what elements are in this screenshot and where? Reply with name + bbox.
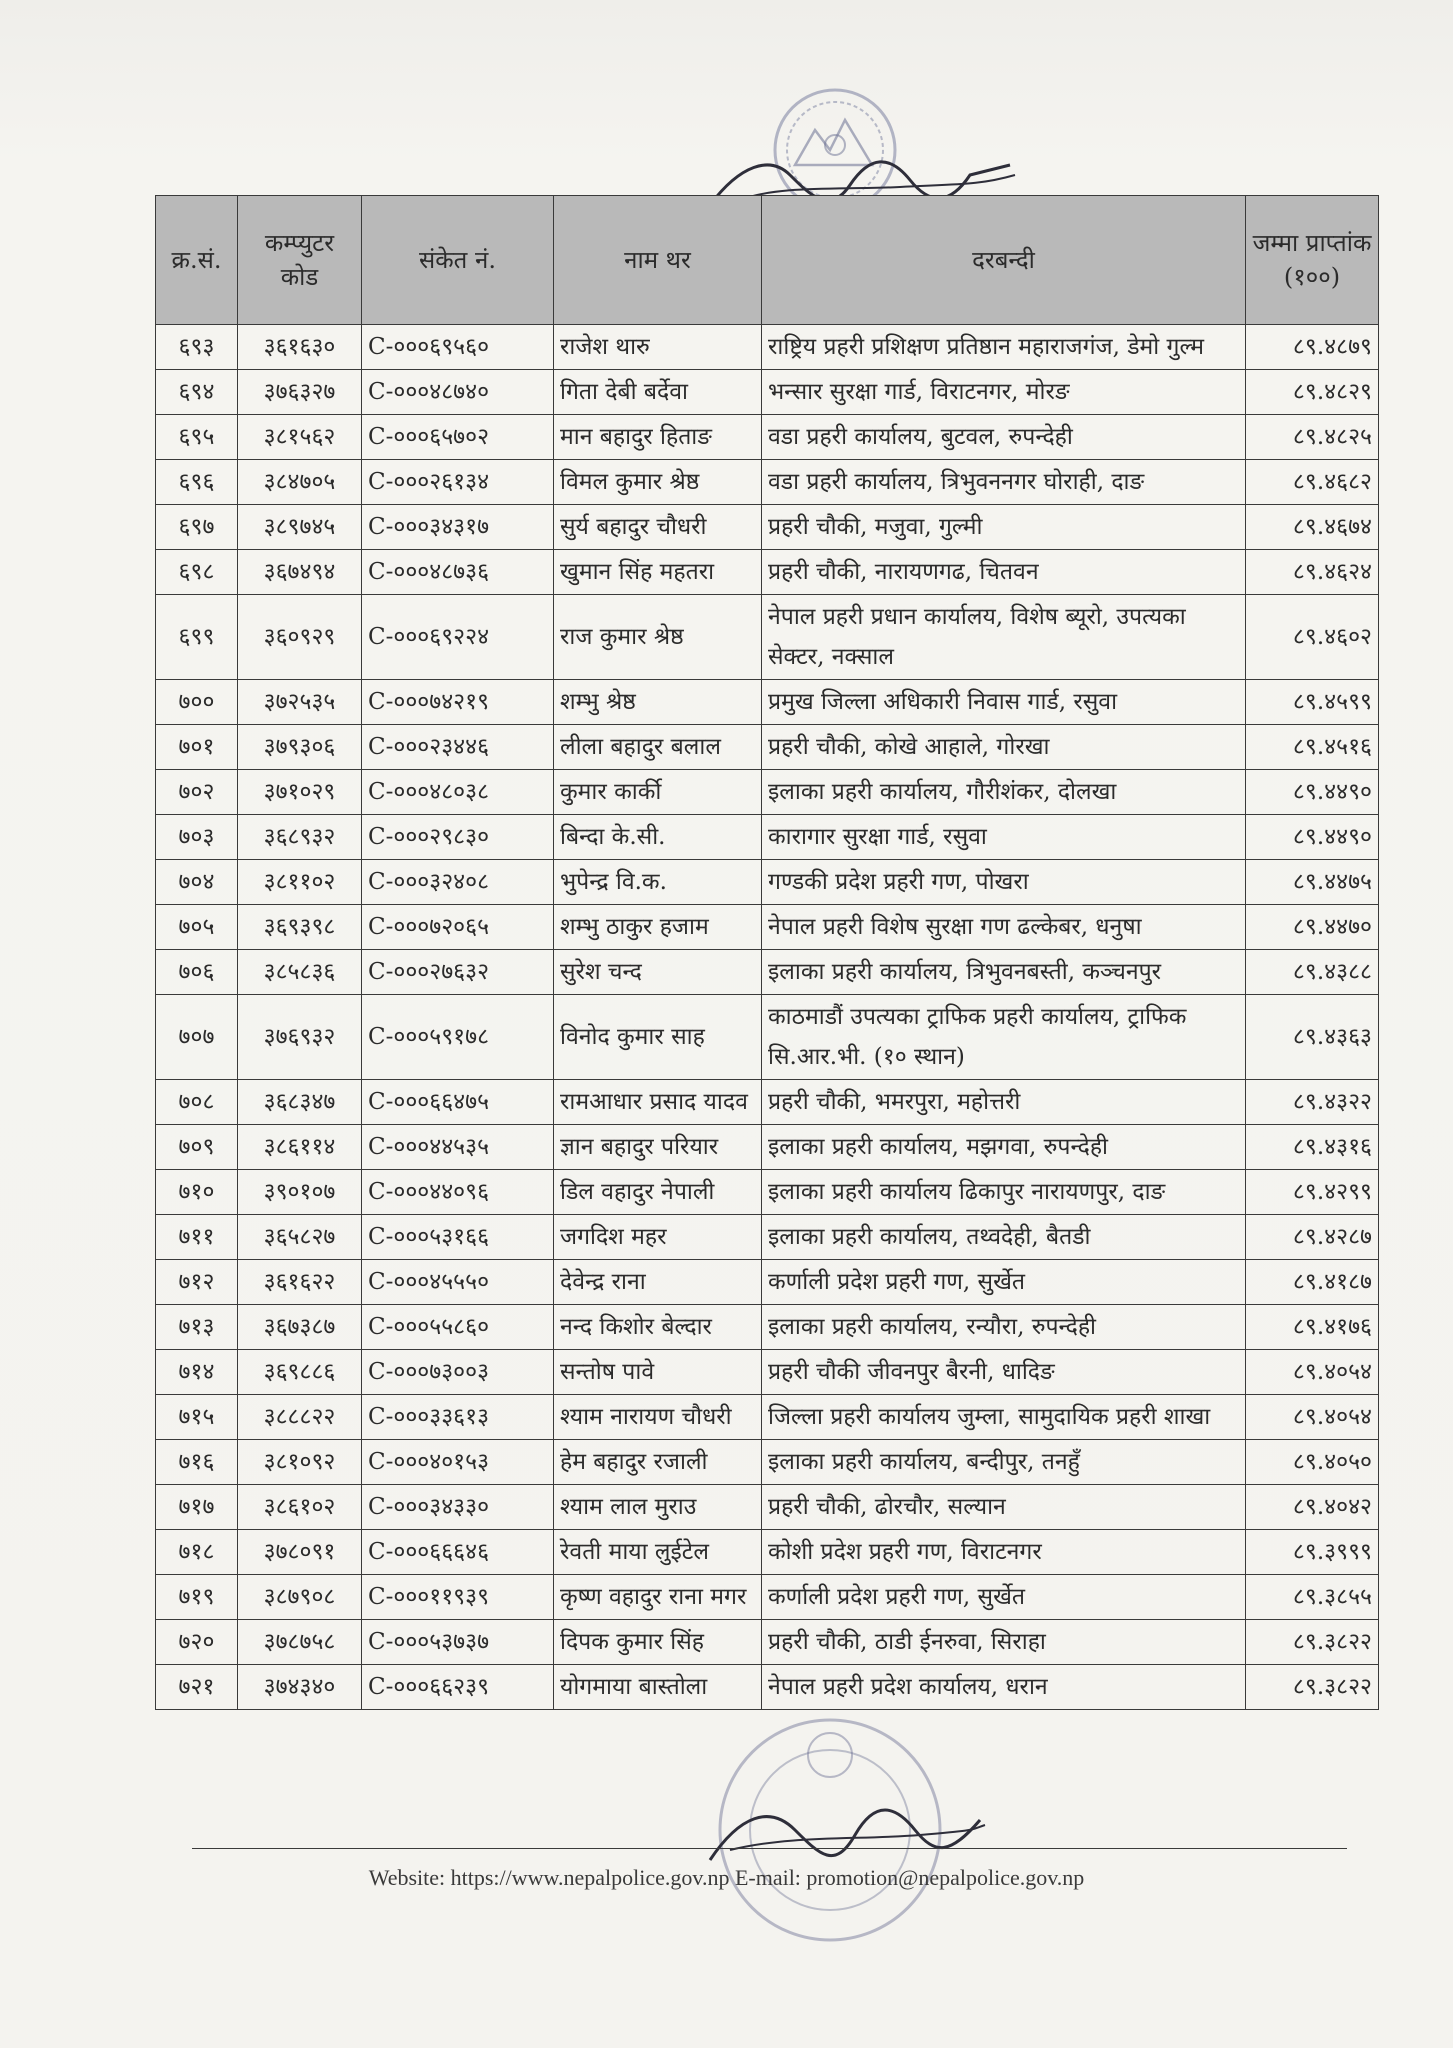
cell-post: कारागार सुरक्षा गार्ड, रसुवा — [762, 815, 1246, 860]
cell-name: सुरेश चन्द — [554, 950, 762, 995]
cell-sn: ७०३ — [156, 815, 238, 860]
cell-computer-code: ३८९७४५ — [238, 505, 362, 550]
cell-name: दिपक कुमार सिंह — [554, 1620, 762, 1665]
cell-symbol-no: C-०००११९३९ — [362, 1575, 554, 1620]
cell-computer-code: ३६७४९४ — [238, 550, 362, 595]
cell-symbol-no: C-०००२९८३० — [362, 815, 554, 860]
cell-computer-code: ३७६३२७ — [238, 370, 362, 415]
table-row — [156, 370, 1379, 415]
cell-name: श्याम लाल मुराउ — [554, 1485, 762, 1530]
cell-name: विनोद कुमार साह — [554, 995, 762, 1080]
cell-post: प्रहरी चौकी, मजुवा, गुल्मी — [762, 505, 1246, 550]
cell-post: नेपाल प्रहरी प्रधान कार्यालय, विशेष ब्यूरो, उपत्यका सेक्टर, नक्साल — [762, 595, 1246, 680]
cell-sn: ७१४ — [156, 1350, 238, 1395]
cell-total-marks: ८९.३८२२ — [1246, 1620, 1379, 1665]
cell-name: लीला बहादुर बलाल — [554, 725, 762, 770]
cell-name: शम्भु श्रेष्ठ — [554, 680, 762, 725]
table-row — [156, 595, 1379, 680]
cell-symbol-no: C-०००६६६४६ — [362, 1530, 554, 1575]
cell-name: योगमाया बास्तोला — [554, 1665, 762, 1710]
cell-name: जगदिश महर — [554, 1215, 762, 1260]
cell-symbol-no: C-०००३२४०८ — [362, 860, 554, 905]
cell-computer-code: ३६८९३२ — [238, 815, 362, 860]
table-row — [156, 1485, 1379, 1530]
cell-total-marks: ८९.३९९९ — [1246, 1530, 1379, 1575]
cell-post: प्रहरी चौकी, नारायणगढ, चितवन — [762, 550, 1246, 595]
cell-symbol-no: C-०००४८०३८ — [362, 770, 554, 815]
table-row — [156, 770, 1379, 815]
cell-name: सुर्य बहादुर चौधरी — [554, 505, 762, 550]
cell-name: बिन्दा के.सी. — [554, 815, 762, 860]
cell-total-marks: ८९.३८२२ — [1246, 1665, 1379, 1710]
cell-sn: ७२१ — [156, 1665, 238, 1710]
cell-symbol-no: C-०००४८७३६ — [362, 550, 554, 595]
cell-symbol-no: C-०००२६१३४ — [362, 460, 554, 505]
header-sn: क्र.सं. — [156, 196, 238, 325]
cell-name: विमल कुमार श्रेष्ठ — [554, 460, 762, 505]
cell-symbol-no: C-०००७४२१९ — [362, 680, 554, 725]
cell-name: मान बहादुर हिताङ — [554, 415, 762, 460]
cell-symbol-no: C-०००४८७४० — [362, 370, 554, 415]
cell-computer-code: ३८१५६२ — [238, 415, 362, 460]
table-row — [156, 1620, 1379, 1665]
cell-computer-code: ३७६९३२ — [238, 995, 362, 1080]
cell-total-marks: ८९.४४७० — [1246, 905, 1379, 950]
cell-sn: ६९६ — [156, 460, 238, 505]
cell-post: नेपाल प्रहरी प्रदेश कार्यालय, धरान — [762, 1665, 1246, 1710]
cell-post: प्रमुख जिल्ला अधिकारी निवास गार्ड, रसुवा — [762, 680, 1246, 725]
header-name: नाम थर — [554, 196, 762, 325]
cell-sn: ७१८ — [156, 1530, 238, 1575]
cell-post: इलाका प्रहरी कार्यालय ढिकापुर नारायणपुर, दाङ — [762, 1170, 1246, 1215]
cell-total-marks: ८९.४३१६ — [1246, 1125, 1379, 1170]
cell-symbol-no: C-०००६९२२४ — [362, 595, 554, 680]
table-row — [156, 1260, 1379, 1305]
table-row — [156, 1080, 1379, 1125]
cell-sn: ७०० — [156, 680, 238, 725]
cell-post: वडा प्रहरी कार्यालय, बुटवल, रुपन्देही — [762, 415, 1246, 460]
cell-total-marks: ८९.४४९० — [1246, 770, 1379, 815]
table-row — [156, 1215, 1379, 1260]
table-row — [156, 1350, 1379, 1395]
table-row — [156, 325, 1379, 370]
cell-post: राष्ट्रिय प्रहरी प्रशिक्षण प्रतिष्ठान महाराजगंज, डेमो गुल्म — [762, 325, 1246, 370]
cell-total-marks: ८९.४४९० — [1246, 815, 1379, 860]
cell-total-marks: ८९.४५१६ — [1246, 725, 1379, 770]
cell-computer-code: ३७८७५८ — [238, 1620, 362, 1665]
cell-computer-code: ३८६१०२ — [238, 1485, 362, 1530]
cell-computer-code: ३७१०२९ — [238, 770, 362, 815]
cell-sn: ७०१ — [156, 725, 238, 770]
cell-symbol-no: C-०००७२०६५ — [362, 905, 554, 950]
cell-computer-code: ३७८०९१ — [238, 1530, 362, 1575]
table-row — [156, 460, 1379, 505]
table-header-row — [156, 196, 1379, 325]
cell-sn: ७०४ — [156, 860, 238, 905]
cell-post: इलाका प्रहरी कार्यालय, तथ्वदेही, बैतडी — [762, 1215, 1246, 1260]
cell-sn: ७१६ — [156, 1440, 238, 1485]
cell-computer-code: ३८११०२ — [238, 860, 362, 905]
cell-symbol-no: C-०००६९५६० — [362, 325, 554, 370]
cell-total-marks: ८९.४३२२ — [1246, 1080, 1379, 1125]
cell-symbol-no: C-०००४४५३५ — [362, 1125, 554, 1170]
cell-sn: ७०८ — [156, 1080, 238, 1125]
cell-computer-code: ३८५८३६ — [238, 950, 362, 995]
cell-symbol-no: C-०००६६४७५ — [362, 1080, 554, 1125]
cell-total-marks: ८९.४०५४ — [1246, 1395, 1379, 1440]
cell-sn: ६९५ — [156, 415, 238, 460]
cell-name: गिता देबी बर्देवा — [554, 370, 762, 415]
cell-post: इलाका प्रहरी कार्यालय, त्रिभुवनबस्ती, कञ्चनपुर — [762, 950, 1246, 995]
cell-symbol-no: C-०००५५८६० — [362, 1305, 554, 1350]
cell-computer-code: ३८६११४ — [238, 1125, 362, 1170]
cell-total-marks: ८९.३८५५ — [1246, 1575, 1379, 1620]
cell-total-marks: ८९.४६८२ — [1246, 460, 1379, 505]
cell-name: रेवती माया लुईटेल — [554, 1530, 762, 1575]
cell-total-marks: ८९.४३८८ — [1246, 950, 1379, 995]
cell-symbol-no: C-०००३३६१३ — [362, 1395, 554, 1440]
cell-symbol-no: C-०००७३००३ — [362, 1350, 554, 1395]
table-row — [156, 905, 1379, 950]
cell-name: खुमान सिंह महतरा — [554, 550, 762, 595]
table-row — [156, 1125, 1379, 1170]
cell-post: भन्सार सुरक्षा गार्ड, विराटनगर, मोरङ — [762, 370, 1246, 415]
cell-sn: ६९४ — [156, 370, 238, 415]
cell-post: इलाका प्रहरी कार्यालय, रन्यौरा, रुपन्देही — [762, 1305, 1246, 1350]
cell-sn: ७२० — [156, 1620, 238, 1665]
cell-sn: ७०९ — [156, 1125, 238, 1170]
cell-total-marks: ८९.४२८७ — [1246, 1215, 1379, 1260]
cell-name: रामआधार प्रसाद यादव — [554, 1080, 762, 1125]
cell-sn: ७०७ — [156, 995, 238, 1080]
cell-post: प्रहरी चौकी जीवनपुर बैरनी, धादिङ — [762, 1350, 1246, 1395]
cell-total-marks: ८९.४६७४ — [1246, 505, 1379, 550]
cell-symbol-no: C-०००६५७०२ — [362, 415, 554, 460]
table-row — [156, 1575, 1379, 1620]
footer-contact: Website: https://www.nepalpolice.gov.np E-mail: promotion@nepalpolice.gov.np — [368, 1865, 1085, 1890]
cell-computer-code: ३६१६३० — [238, 325, 362, 370]
table-row — [156, 860, 1379, 905]
cell-sn: ७१५ — [156, 1395, 238, 1440]
cell-post: नेपाल प्रहरी विशेष सुरक्षा गण ढल्केबर, धनुषा — [762, 905, 1246, 950]
cell-symbol-no: C-०००५३१६६ — [362, 1215, 554, 1260]
cell-post: गण्डकी प्रदेश प्रहरी गण, पोखरा — [762, 860, 1246, 905]
cell-computer-code: ३६१६२२ — [238, 1260, 362, 1305]
cell-name: भुपेन्द्र वि.क. — [554, 860, 762, 905]
table-row — [156, 1170, 1379, 1215]
cell-computer-code: ३८८८२२ — [238, 1395, 362, 1440]
cell-post: वडा प्रहरी कार्यालय, त्रिभुवननगर घोराही, दाङ — [762, 460, 1246, 505]
cell-symbol-no: C-०००३४३१७ — [362, 505, 554, 550]
cell-sn: ७०६ — [156, 950, 238, 995]
cell-name: राजेश थारु — [554, 325, 762, 370]
cell-total-marks: ८९.४०५० — [1246, 1440, 1379, 1485]
cell-name: डिल वहादुर नेपाली — [554, 1170, 762, 1215]
cell-sn: ७१७ — [156, 1485, 238, 1530]
cell-name: शम्भु ठाकुर हजाम — [554, 905, 762, 950]
table-row — [156, 950, 1379, 995]
cell-computer-code: ३६७३८७ — [238, 1305, 362, 1350]
cell-sn: ७१९ — [156, 1575, 238, 1620]
cell-total-marks: ८९.४३६३ — [1246, 995, 1379, 1080]
header-computer-code: कम्प्युटर कोड — [238, 196, 362, 325]
cell-total-marks: ८९.४१८७ — [1246, 1260, 1379, 1305]
cell-name: ज्ञान बहादुर परियार — [554, 1125, 762, 1170]
table-row — [156, 995, 1379, 1080]
cell-name: हेम बहादुर रजाली — [554, 1440, 762, 1485]
cell-total-marks: ८९.४८२५ — [1246, 415, 1379, 460]
cell-computer-code: ३६०९२९ — [238, 595, 362, 680]
cell-total-marks: ८९.४८२९ — [1246, 370, 1379, 415]
cell-symbol-no: C-०००६६२३९ — [362, 1665, 554, 1710]
table-row — [156, 1440, 1379, 1485]
cell-computer-code: ३७२५३५ — [238, 680, 362, 725]
cell-sn: ६९९ — [156, 595, 238, 680]
cell-post: प्रहरी चौकी, ढोरचौर, सल्यान — [762, 1485, 1246, 1530]
table-row — [156, 1395, 1379, 1440]
cell-total-marks: ८९.४२९९ — [1246, 1170, 1379, 1215]
cell-computer-code: ३७९३०६ — [238, 725, 362, 770]
table-row — [156, 1530, 1379, 1575]
cell-sn: ७०२ — [156, 770, 238, 815]
cell-computer-code: ३६८३४७ — [238, 1080, 362, 1125]
cell-total-marks: ८९.४१७६ — [1246, 1305, 1379, 1350]
cell-sn: ७१३ — [156, 1305, 238, 1350]
cell-total-marks: ८९.४५९९ — [1246, 680, 1379, 725]
table-row — [156, 415, 1379, 460]
cell-sn: ७१२ — [156, 1260, 238, 1305]
cell-symbol-no: C-०००२३४४६ — [362, 725, 554, 770]
table-row — [156, 1305, 1379, 1350]
cell-post: इलाका प्रहरी कार्यालय, मझगवा, रुपन्देही — [762, 1125, 1246, 1170]
cell-computer-code: ३८१०९२ — [238, 1440, 362, 1485]
cell-sn: ७०५ — [156, 905, 238, 950]
cell-post: इलाका प्रहरी कार्यालय, बन्दीपुर, तनहुँ — [762, 1440, 1246, 1485]
cell-total-marks: ८९.४६०२ — [1246, 595, 1379, 680]
results-table — [155, 195, 1379, 1710]
cell-sn: ६९७ — [156, 505, 238, 550]
footer-divider — [192, 1848, 1347, 1849]
cell-symbol-no: C-०००४४०९६ — [362, 1170, 554, 1215]
table-row — [156, 725, 1379, 770]
cell-name: राज कुमार श्रेष्ठ — [554, 595, 762, 680]
cell-computer-code: ३९०१०७ — [238, 1170, 362, 1215]
cell-total-marks: ८९.४०४२ — [1246, 1485, 1379, 1530]
cell-post: प्रहरी चौकी, ठाडी ईनरुवा, सिराहा — [762, 1620, 1246, 1665]
header-post: दरबन्दी — [762, 196, 1246, 325]
cell-sn: ७११ — [156, 1215, 238, 1260]
cell-symbol-no: C-०००४०१५३ — [362, 1440, 554, 1485]
cell-computer-code: ३६५८२७ — [238, 1215, 362, 1260]
cell-sn: ७१० — [156, 1170, 238, 1215]
cell-post: प्रहरी चौकी, कोखे आहाले, गोरखा — [762, 725, 1246, 770]
cell-post: जिल्ला प्रहरी कार्यालय जुम्ला, सामुदायिक प्रहरी शाखा — [762, 1395, 1246, 1440]
cell-total-marks: ८९.४०५४ — [1246, 1350, 1379, 1395]
cell-post: इलाका प्रहरी कार्यालय, गौरीशंकर, दोलखा — [762, 770, 1246, 815]
cell-symbol-no: C-०००४५५५० — [362, 1260, 554, 1305]
cell-computer-code: ३८४७०५ — [238, 460, 362, 505]
cell-computer-code: ३६९३९८ — [238, 905, 362, 950]
cell-name: देवेन्द्र राना — [554, 1260, 762, 1305]
cell-post: कर्णाली प्रदेश प्रहरी गण, सुर्खेत — [762, 1260, 1246, 1305]
cell-total-marks: ८९.४६२४ — [1246, 550, 1379, 595]
cell-symbol-no: C-०००५३७३७ — [362, 1620, 554, 1665]
header-symbol-no: संकेत नं. — [362, 196, 554, 325]
cell-name: कृष्ण वहादुर राना मगर — [554, 1575, 762, 1620]
cell-total-marks: ८९.४४७५ — [1246, 860, 1379, 905]
header-total-marks: जम्मा प्राप्तांक (१००) — [1246, 196, 1379, 325]
cell-name: कुमार कार्की — [554, 770, 762, 815]
cell-computer-code: ३८७९०८ — [238, 1575, 362, 1620]
cell-total-marks: ८९.४८७९ — [1246, 325, 1379, 370]
cell-computer-code: ३६९८८६ — [238, 1350, 362, 1395]
cell-sn: ६९८ — [156, 550, 238, 595]
cell-post: कर्णाली प्रदेश प्रहरी गण, सुर्खेत — [762, 1575, 1246, 1620]
cell-computer-code: ३७४३४० — [238, 1665, 362, 1710]
cell-symbol-no: C-०००५९१७८ — [362, 995, 554, 1080]
cell-name: नन्द किशोर बेल्दार — [554, 1305, 762, 1350]
cell-post: प्रहरी चौकी, भमरपुरा, महोत्तरी — [762, 1080, 1246, 1125]
cell-post: काठमाडौं उपत्यका ट्राफिक प्रहरी कार्यालय, ट्राफिक सि.आर.भी. (१० स्थान) — [762, 995, 1246, 1080]
cell-symbol-no: C-०००२७६३२ — [362, 950, 554, 995]
cell-post: कोशी प्रदेश प्रहरी गण, विराटनगर — [762, 1530, 1246, 1575]
cell-name: सन्तोष पावे — [554, 1350, 762, 1395]
table-row — [156, 680, 1379, 725]
table-row — [156, 815, 1379, 860]
cell-sn: ६९३ — [156, 325, 238, 370]
cell-name: श्याम नारायण चौधरी — [554, 1395, 762, 1440]
table-row — [156, 550, 1379, 595]
cell-symbol-no: C-०००३४३३० — [362, 1485, 554, 1530]
table-row — [156, 505, 1379, 550]
